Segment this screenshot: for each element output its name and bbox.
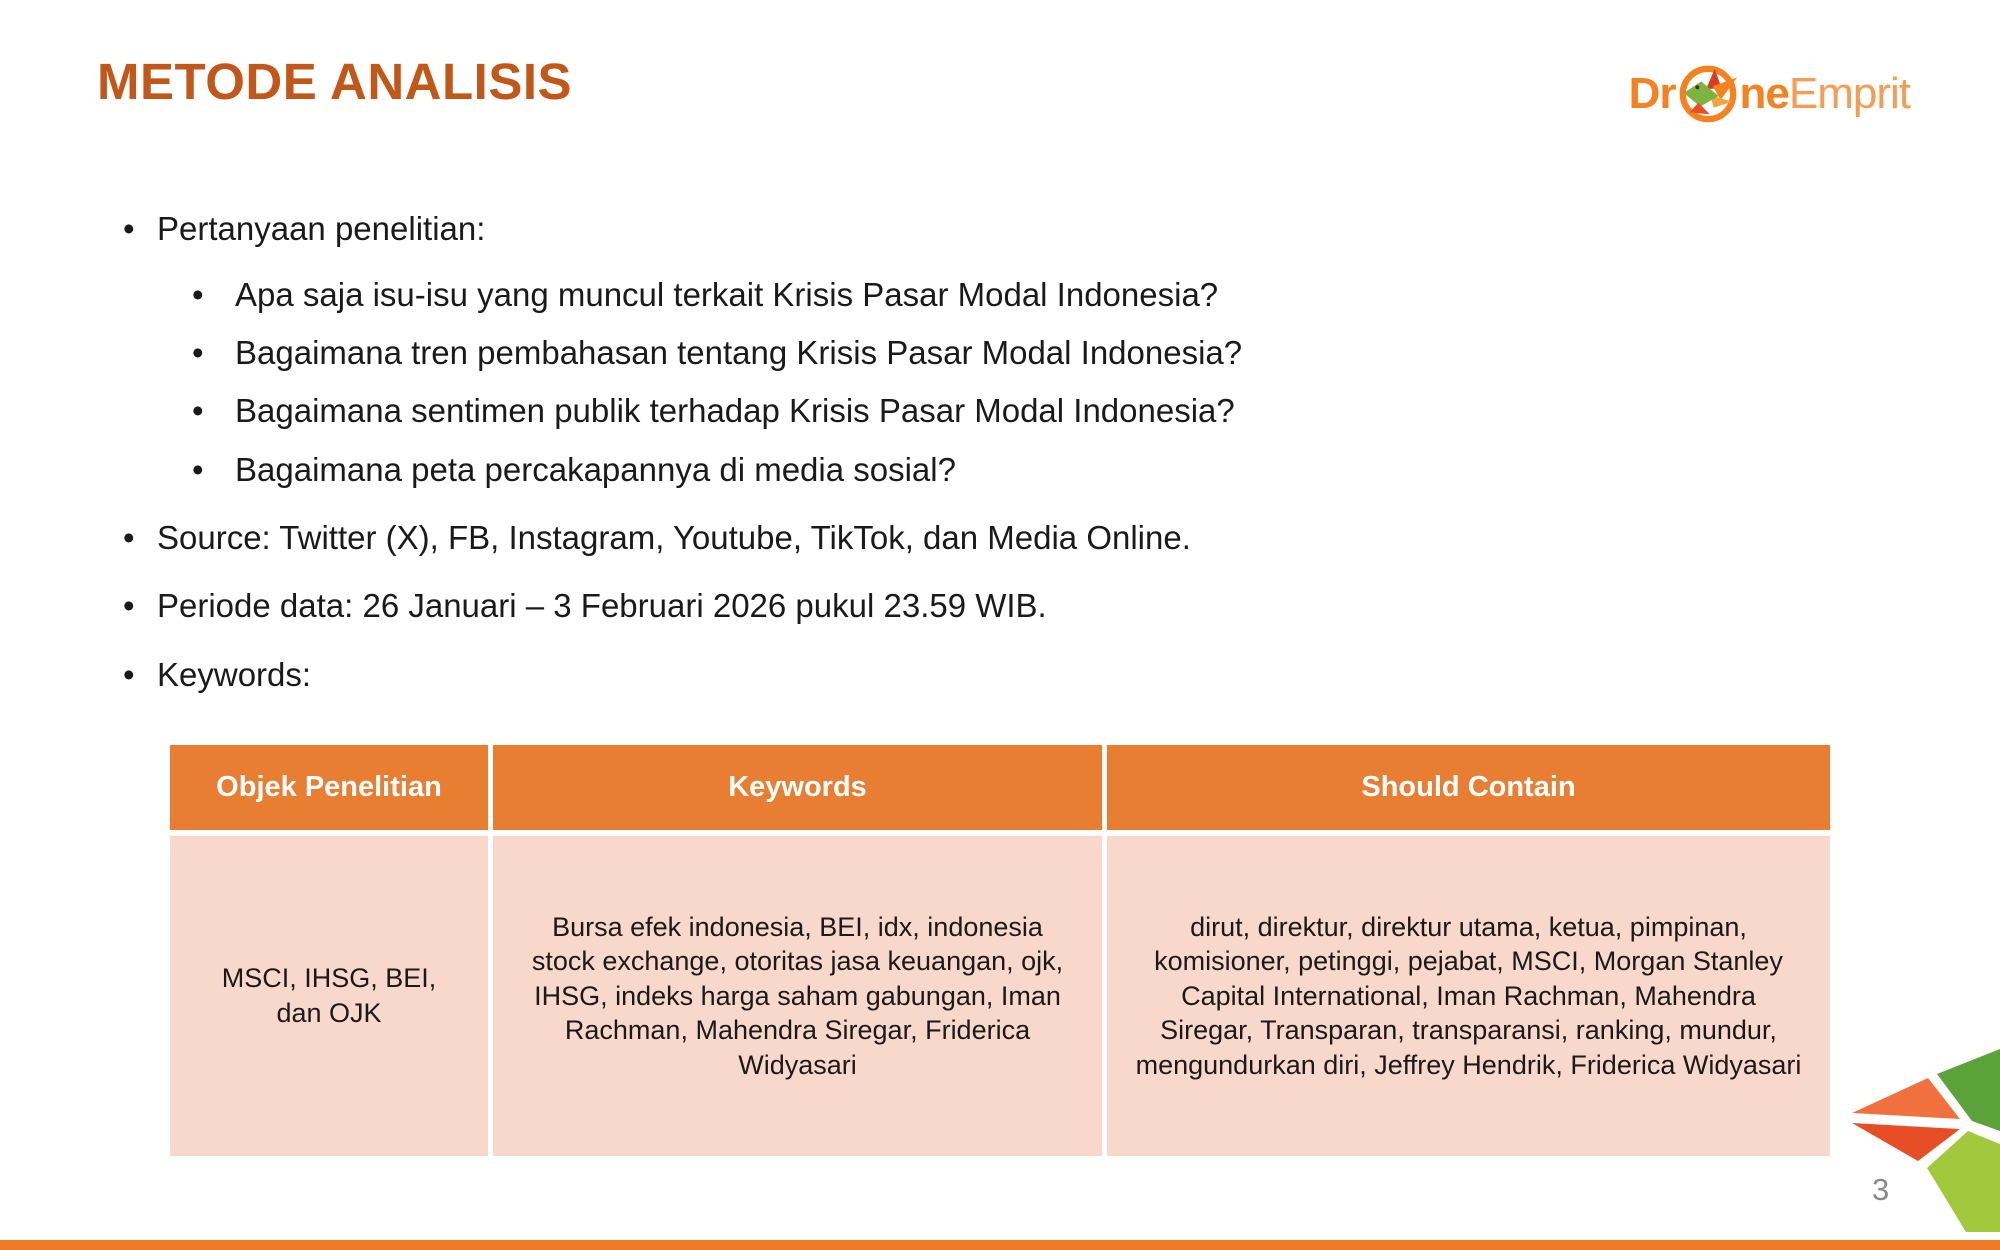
bullet-marker: • (123, 210, 135, 247)
bullet-sentimen (192, 392, 1235, 430)
bullet-periode (123, 587, 1047, 625)
bullet-source (123, 519, 1191, 557)
bullet-text: Keywords: (157, 656, 312, 693)
corner-decoration-shapes (1820, 1021, 2000, 1241)
logo-text-dr: Dr (1628, 69, 1676, 118)
bullet-text: Periode data: 26 Januari – 3 Februari 2026 pukul 23.59 WIB. (157, 587, 1047, 624)
bullet-isu (192, 276, 1218, 314)
bullet-text: Bagaimana peta percakapannya di media sosial? (235, 451, 956, 488)
droneemprit-logo (1629, 62, 1910, 126)
bullet-peta (192, 451, 956, 489)
bullet-text: Bagaimana sentimen publik terhadap Krisis Pasar Modal Indonesia? (235, 392, 1235, 429)
table-cell-should-contain: dirut, direktur, direktur utama, ketua, pimpinan, komisioner, petinggi, pejabat, MSCI, Morgan Stanley Capital International, Iman Rachman, Mahendra Siregar, Transparan, transparansi, ranking, mundur, mengundurkan diri, Jeffrey Hendrik, Friderica Widyasari (1107, 836, 1830, 1156)
bullet-text: Pertanyaan penelitian: (157, 210, 486, 247)
bullet-text: Source: Twitter (X), FB, Instagram, Youtube, TikTok, dan Media Online. (157, 519, 1191, 556)
bullet-pertanyaan (123, 210, 485, 248)
page-title: METODE ANALISIS (97, 53, 573, 110)
bullet-marker: • (192, 334, 204, 371)
bullet-marker: • (123, 519, 135, 556)
table-header-keywords: Keywords (493, 745, 1102, 830)
table-cell-keywords: Bursa efek indonesia, BEI, idx, indonesia stock exchange, otoritas jasa keuangan, ojk, IHSG, indeks harga saham gabungan, Iman Rachman, Mahendra Siregar, Friderica Widyasari (493, 836, 1102, 1156)
bullet-marker: • (192, 276, 204, 313)
bullet-keywords (123, 656, 311, 694)
table-cell-objek-penelitian: MSCI, IHSG, BEI, dan OJK (170, 836, 488, 1156)
bullet-text: Bagaimana tren pembahasan tentang Krisis Pasar Modal Indonesia? (235, 334, 1243, 371)
bullet-marker: • (192, 392, 204, 429)
keywords-table (170, 745, 1830, 1156)
bullet-marker: • (192, 451, 204, 488)
bullet-marker: • (123, 587, 135, 624)
logo-text-emprit: Emprit (1788, 69, 1910, 118)
droneemprit-bird-icon (1676, 63, 1740, 125)
logo-text-ne: ne (1739, 69, 1789, 118)
table-header-objek-penelitian: Objek Penelitian (170, 745, 488, 830)
bullet-tren (192, 334, 1242, 372)
bullet-marker: • (123, 656, 135, 693)
table-header-should-contain: Should Contain (1107, 745, 1830, 830)
page-number: 3 (1872, 1172, 1890, 1207)
bottom-accent-bar (0, 1240, 2000, 1250)
bullet-text: Apa saja isu-isu yang muncul terkait Krisis Pasar Modal Indonesia? (235, 276, 1219, 313)
